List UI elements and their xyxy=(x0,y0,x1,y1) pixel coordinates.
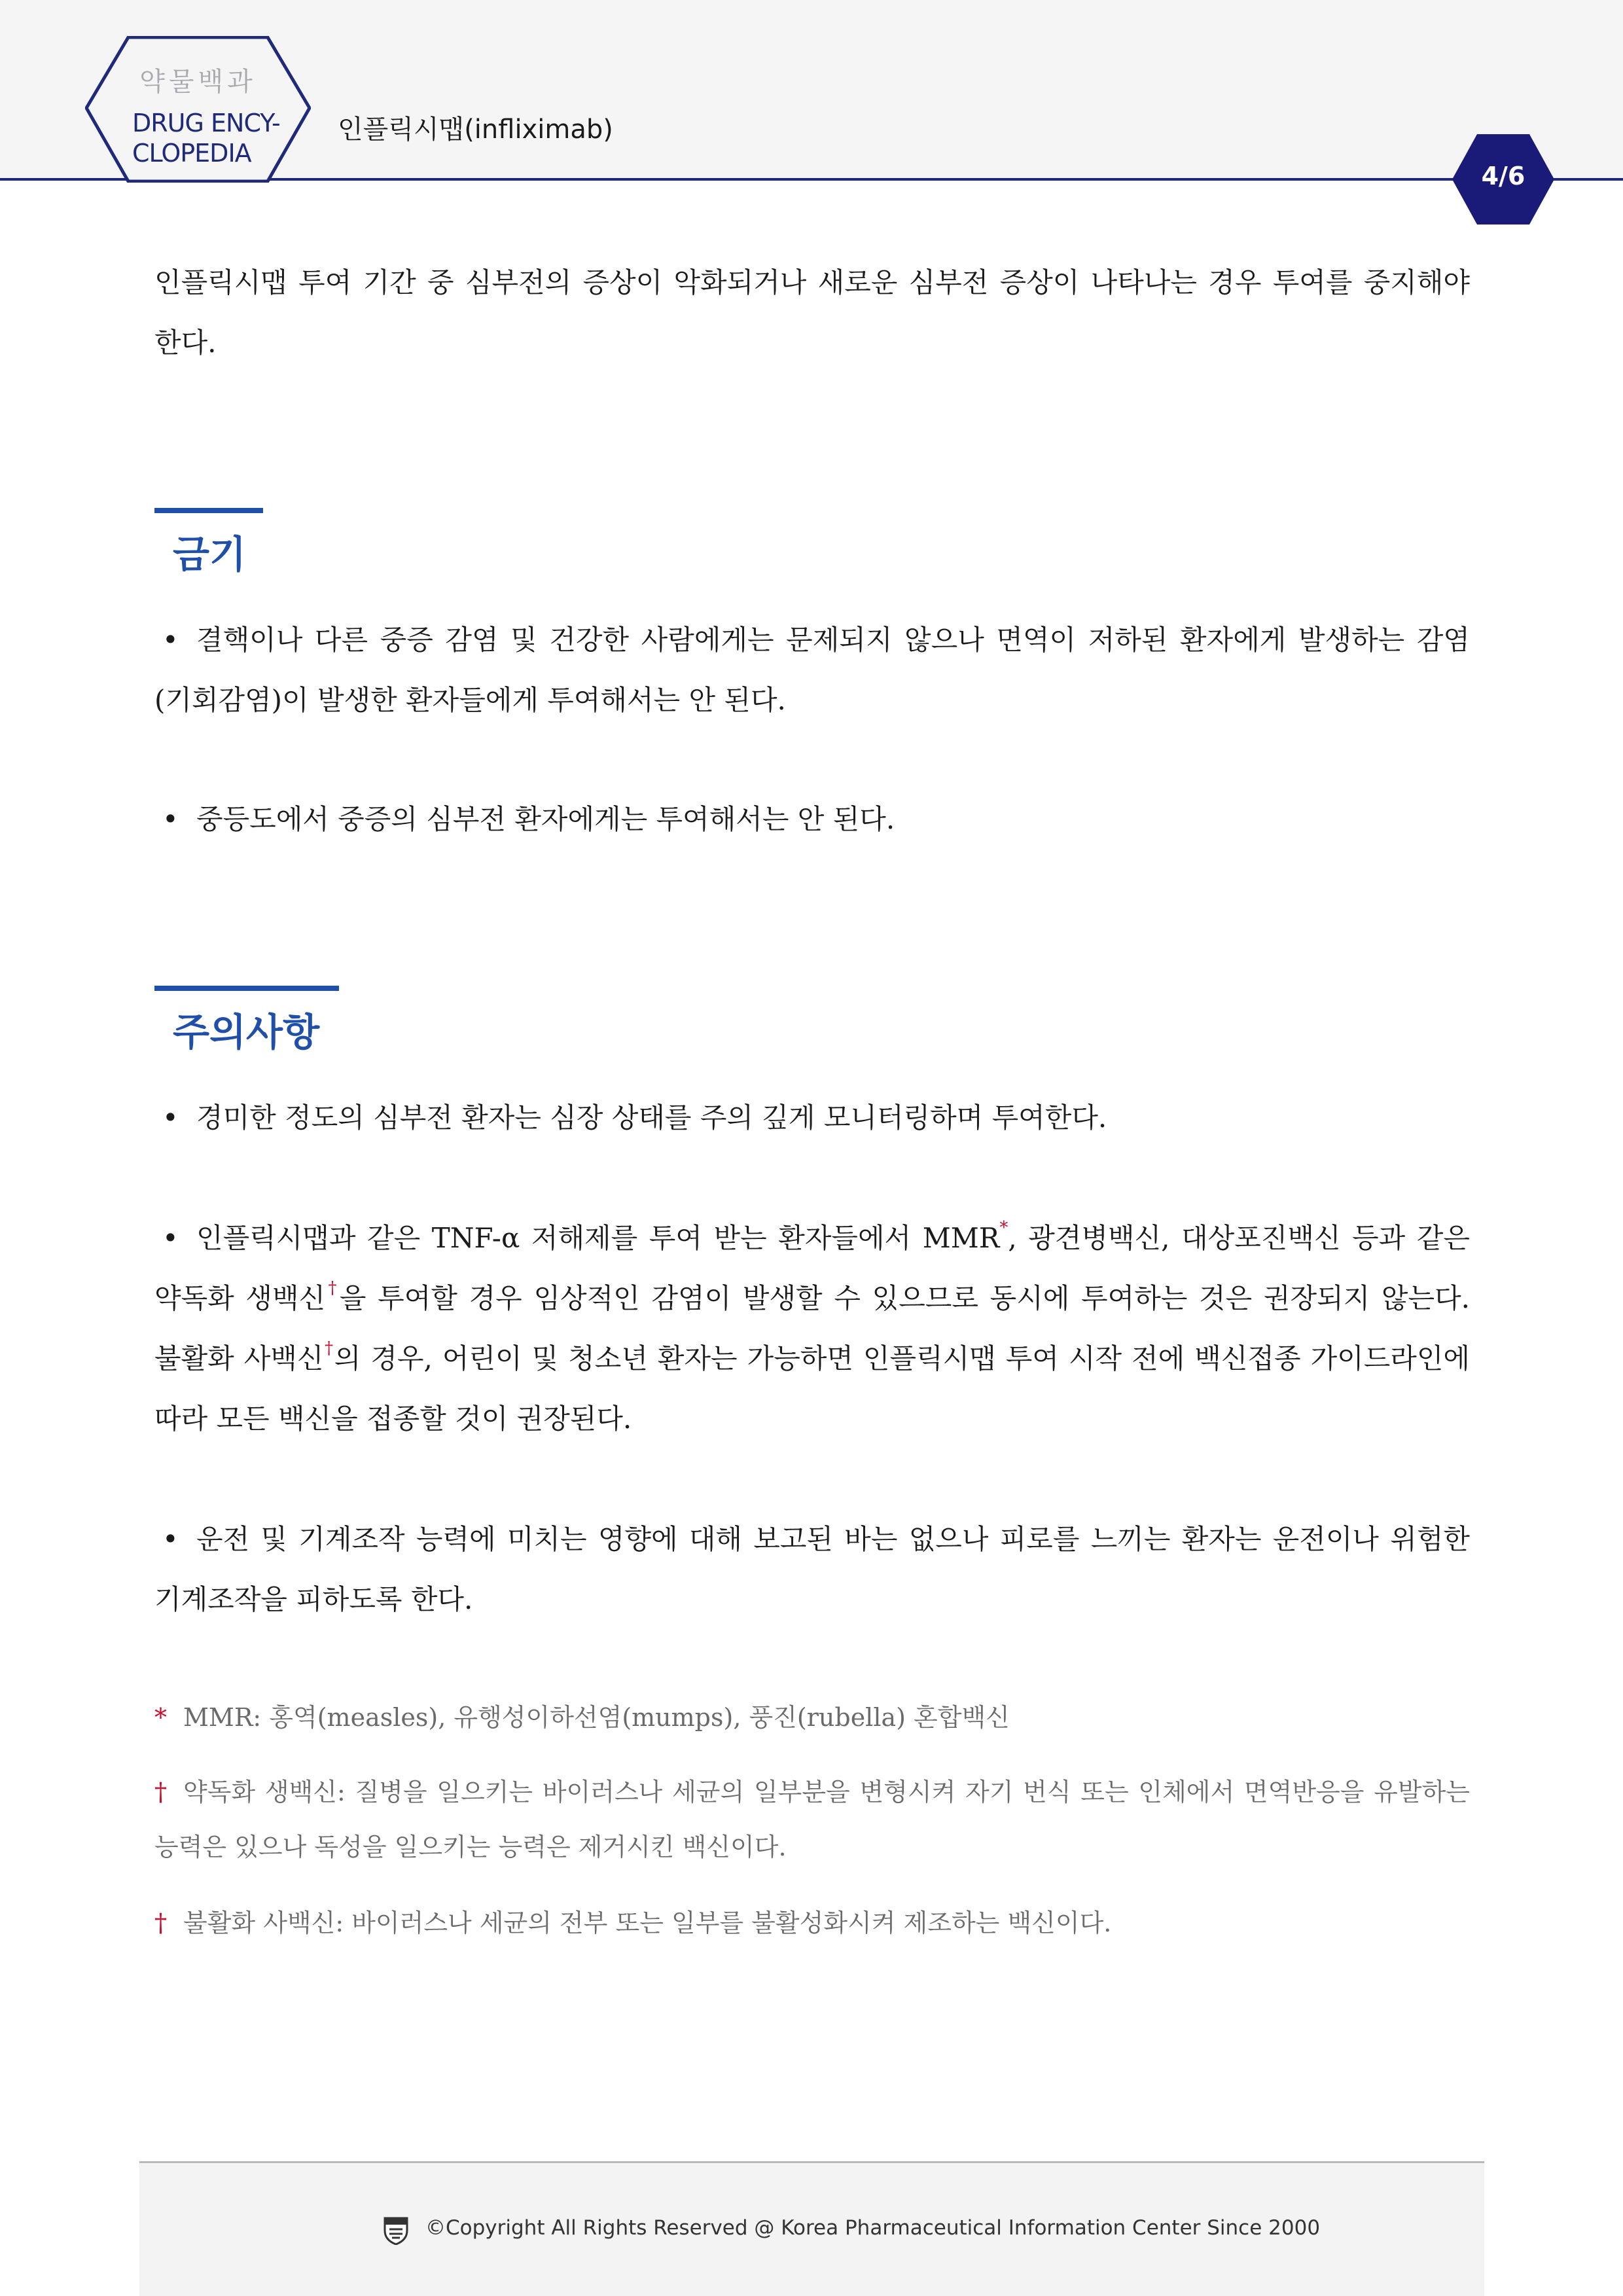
footnote-marker-dagger: † xyxy=(323,1338,334,1358)
copyright-text: ©Copyright All Rights Reserved @ Korea Pharmaceutical Information Center Since 2000 xyxy=(425,2216,1321,2240)
footnote-text: MMR: 홍역(measles), 유행성이하선염(mumps), 풍진(rubella) 혼합백신 xyxy=(183,1703,1010,1732)
footnote-marker-asterisk: * xyxy=(999,1218,1008,1238)
precaution-text-2b: , 광견병백신, 대상포진백신 등과 같은 약독화 생백신 xyxy=(154,1222,1470,1314)
drug-encyclopedia-logo xyxy=(85,36,311,183)
section-title-precautions: 주의사항 xyxy=(173,1010,320,1054)
bullet-icon: • xyxy=(162,803,179,835)
precaution-item-1 xyxy=(154,1088,1107,1148)
shield-emblem-icon xyxy=(383,2216,409,2245)
contraindication-item-1 xyxy=(154,610,1470,730)
contraindication-text-1: 결핵이나 다른 중증 감염 및 건강한 사람에게는 문제되지 않으나 면역이 저하된 환자에게 발생하는 감염(기회감염)이 발생한 환자들에게 투여해서는 안 된다. xyxy=(154,624,1470,716)
precaution-text-2a: 인플릭시맵과 같은 TNF-α 저해제를 투여 받는 환자들에서 MMR xyxy=(196,1222,1000,1254)
logo-english-text xyxy=(132,108,289,168)
footnote-text: 불활화 사백신: 바이러스나 세균의 전부 또는 일부를 불활성화시켜 제조하는 백신이다. xyxy=(183,1909,1112,1937)
footnote-text: 약독화 생백신: 질병을 일으키는 바이러스나 세균의 일부분을 변형시켜 자기 번식 또는 인체에서 면역반응을 유발하는 능력은 있으나 독성을 일으키는 능력은 제거시킨 백신이다. xyxy=(154,1778,1470,1861)
footnote-live-vaccine xyxy=(154,1765,1470,1874)
logo-english-line-2: CLOPEDIA xyxy=(132,139,251,168)
page-indicator: 4/6 xyxy=(1481,162,1525,190)
bullet-icon: • xyxy=(162,1102,179,1134)
footnote-marker-dagger: † xyxy=(325,1278,340,1298)
bullet-icon: • xyxy=(162,624,179,656)
bullet-icon: • xyxy=(162,1222,179,1254)
precaution-text-1: 경미한 정도의 심부전 환자는 심장 상태를 주의 깊게 모니터링하며 투여한다. xyxy=(196,1102,1107,1134)
section-bar-precautions xyxy=(154,986,339,991)
bullet-icon: • xyxy=(162,1523,179,1555)
contraindication-item-2 xyxy=(154,789,895,850)
section-bar-contraindications xyxy=(154,508,263,513)
footer-rule xyxy=(139,2161,1484,2163)
footnote-inactivated-vaccine xyxy=(154,1895,1470,1950)
document-title: 인플릭시맵(infliximab) xyxy=(338,115,613,145)
footnote-mark: † xyxy=(154,1778,167,1806)
footnote-mark: * xyxy=(154,1703,167,1732)
logo-korean-text: 약물백과 xyxy=(139,67,257,97)
footnote-mmr xyxy=(154,1690,1470,1745)
intro-paragraph: 인플릭시맵 투여 기간 중 심부전의 증상이 악화되거나 새로운 심부전 증상이 나타나는 경우 투여를 중지해야 한다. xyxy=(154,266,1470,359)
footnote-mark: † xyxy=(154,1909,167,1937)
contraindication-text-2: 중등도에서 중증의 심부전 환자에게는 투여해서는 안 된다. xyxy=(196,803,895,835)
section-title-contraindications: 금기 xyxy=(173,532,247,577)
precaution-text-3: 운전 및 기계조작 능력에 미치는 영향에 대해 보고된 바는 없으나 피로를 느끼는 환자는 운전이나 위험한 기계조작을 피하도록 한다. xyxy=(154,1523,1470,1615)
precaution-item-2 xyxy=(154,1208,1470,1449)
precaution-text-2c: 을 투여할 경우 임상적인 감염이 발생할 수 있으므로 동시에 투여하는 것은 권장되지 않는다. 불활화 사백신 xyxy=(154,1282,1470,1374)
precaution-text-2d: 의 경우, 어린이 및 청소년 환자는 가능하면 인플릭시맵 투여 시작 전에 백신접종 가이드라인에 따라 모든 백신을 접종할 것이 권장된다. xyxy=(154,1342,1471,1435)
logo-english-line-1: DRUG ENCY- xyxy=(132,109,280,137)
precaution-item-3 xyxy=(154,1509,1470,1630)
